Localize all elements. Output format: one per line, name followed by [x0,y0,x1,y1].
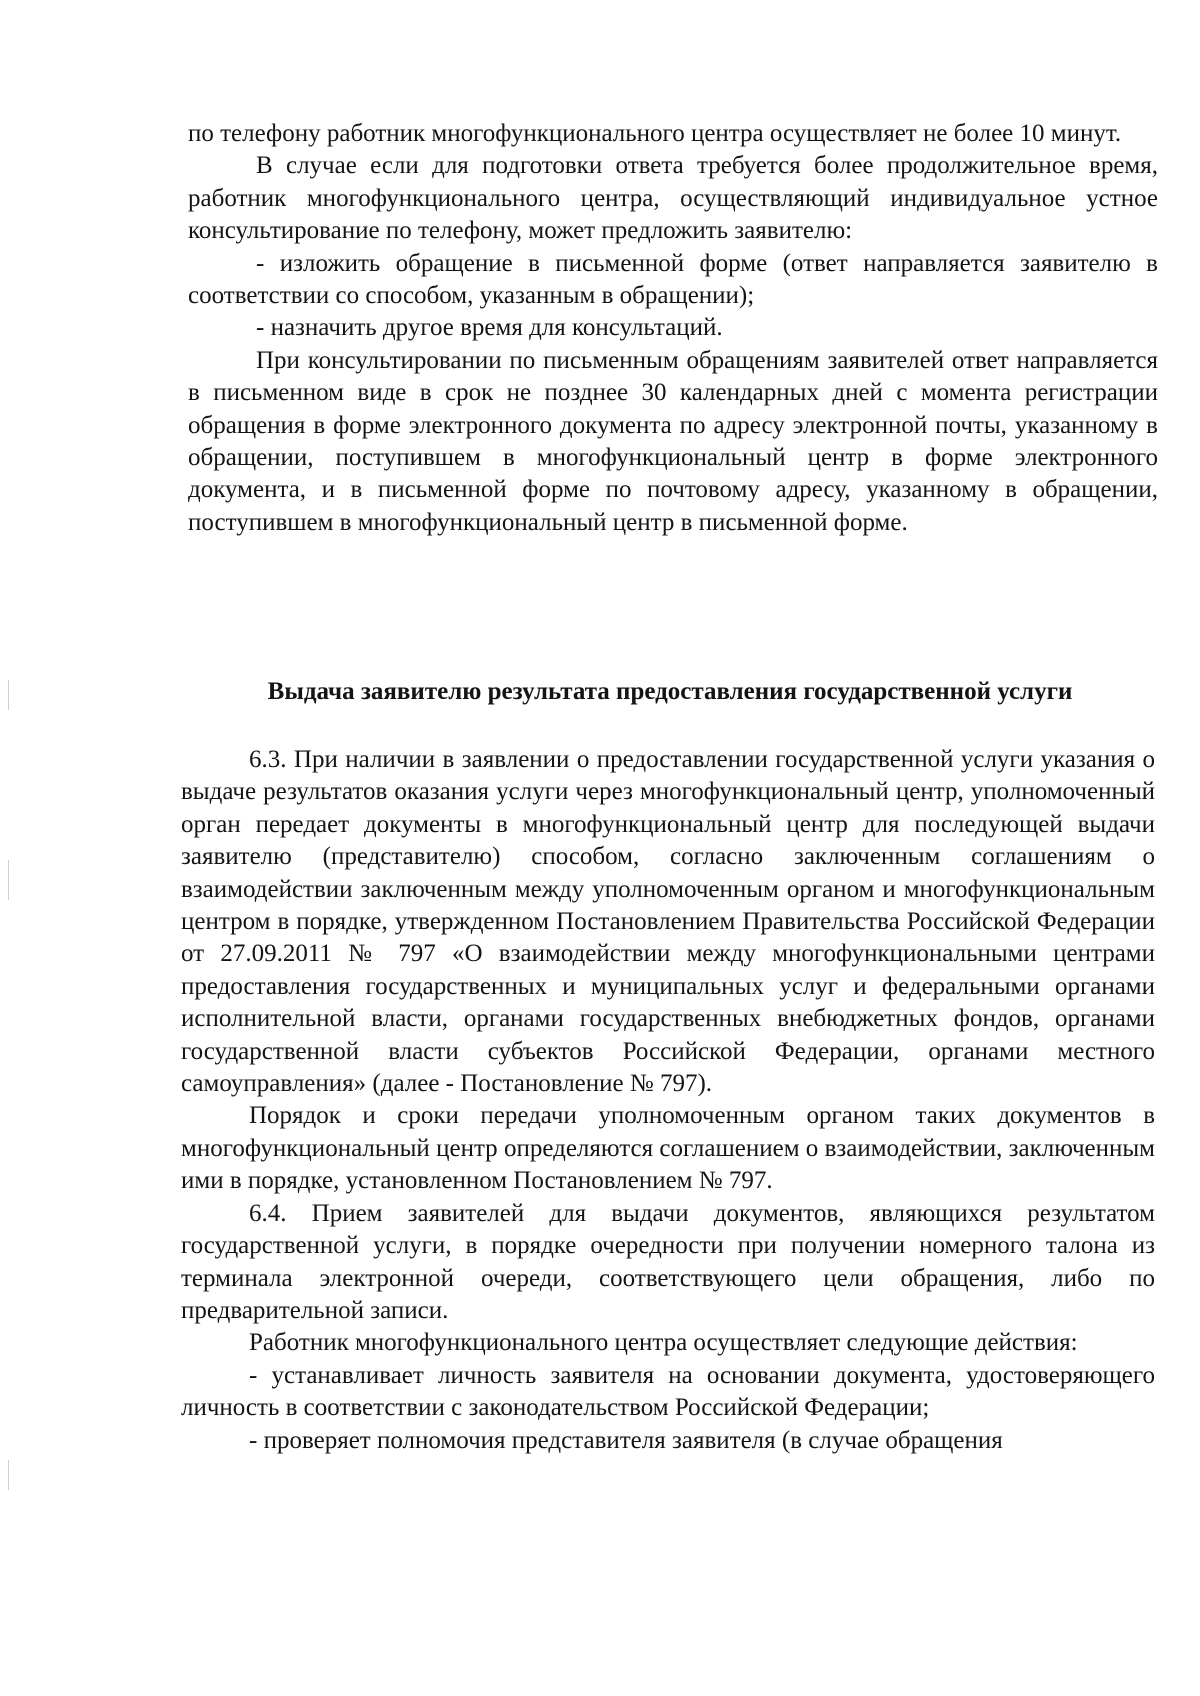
paragraph: 6.3. При наличии в заявлении о предоставлении государственной услуги указания о выдаче результатов оказания услуги через многофункциональный центр, уполномоченный орган передает документы в многофункциональный центр для последующей выдачи заявителю (представителю) способом, согласно заключенным соглашениям о взаимодействии заключенным между уполномоченным органом и многофункциональным центром в порядке, утвержденном Постановлением Правительства Российской Федерации от 27.09.2011 № 797 «О взаимодействии между многофункциональными центрами предоставления государственных и муниципальных услуг и федеральными органами исполнительной власти, органами государственных внебюджетных фондов, органами государственной власти субъектов Российской Федерации, органами местного самоуправления» (далее - Постановление № 797). [181,746,1155,1098]
paragraph: 6.4. Прием заявителей для выдачи документов, являющихся результатом государственной услуги, в порядке очередности при получении номерного талона из терминала электронной очереди, соответствующего цели обращения, либо по предварительной записи. [181,1199,1155,1324]
scan-margin-mark [8,680,9,710]
list-item: - изложить обращение в письменной форме (ответ направляется заявителю в соответствии со способом, указанным в обращении); [188,249,1158,310]
paragraph: Порядок и сроки передачи уполномоченным органом таких документов в многофункциональный центр определяются соглашением о взаимодействии, заключенным ими в порядке, установленном Постановлением № 797. [181,1102,1155,1195]
paragraph: В случае если для подготовки ответа требуется более продолжительное время, работник многофункционального центра, осуществляющий индивидуальное устное консультирование по телефону, может предложить заявителю: [188,152,1158,245]
scan-margin-mark [8,1460,9,1490]
list-item: - назначить другое время для консультаций. [256,314,723,342]
text-block-top [188,118,1158,539]
list-item: - проверяет полномочия представителя заявителя (в случае обращения [249,1426,1003,1454]
paragraph: Работник многофункционального центра осуществляет следующие действия: [249,1329,1078,1357]
text-block-bottom [181,744,1155,1457]
list-item: - устанавливает личность заявителя на основании документа, удостоверяющего личность в соответствии с законодательством Российской Федерации; [181,1361,1155,1422]
paragraph: по телефону работник многофункционального центра осуществляет не более 10 минут. [188,120,1122,147]
paragraph: При консультировании по письменным обращениям заявителей ответ направляется в письменном виде в срок не позднее 30 календарных дней с момента регистрации обращения в форме электронного документа по адресу электронной почты, указанному в обращении, поступившем в многофункциональный центр в форме электронного документа, и в письменной форме по почтовому адресу, указанному в обращении, поступившем в многофункциональный центр в письменной форме. [188,346,1158,536]
section-heading: Выдача заявителю результата предоставления государственной услуги [267,678,1073,705]
scan-margin-mark [8,860,9,900]
